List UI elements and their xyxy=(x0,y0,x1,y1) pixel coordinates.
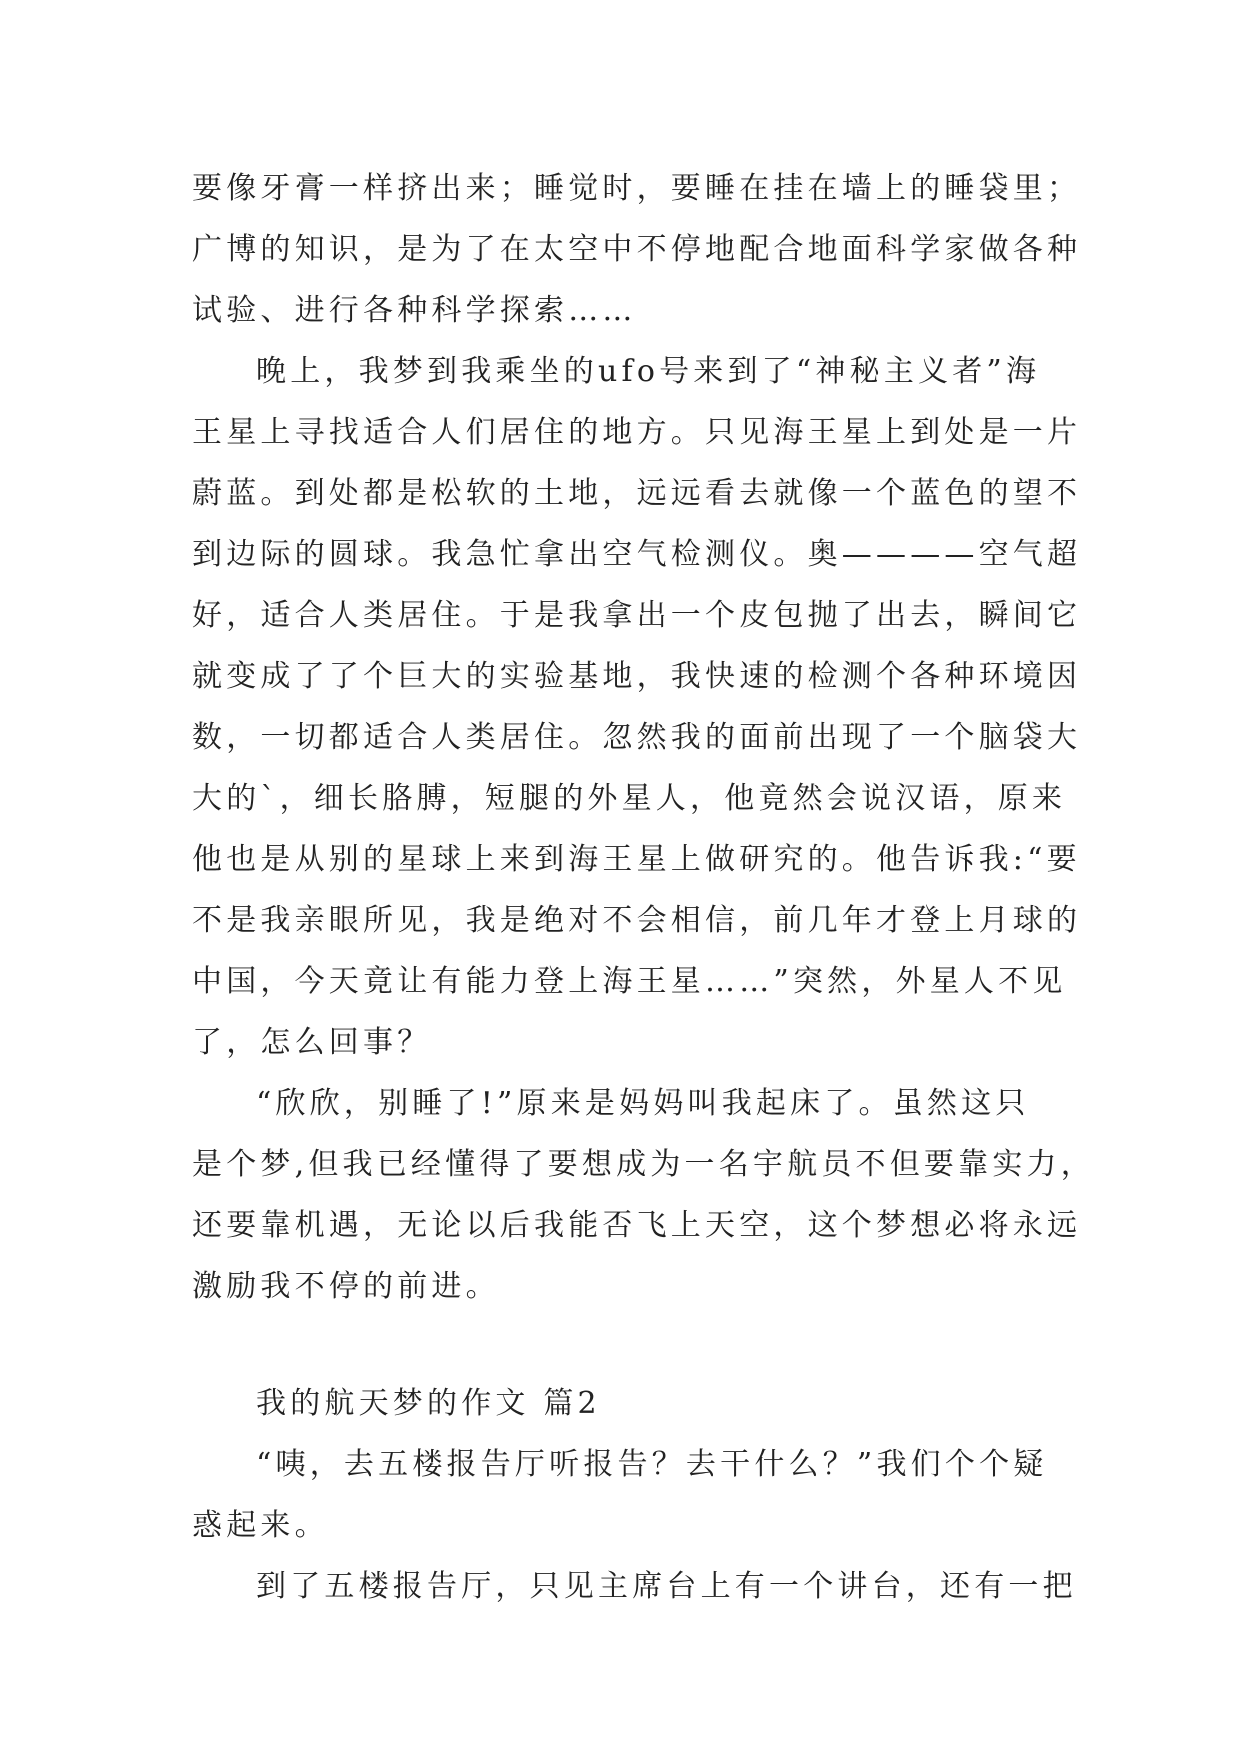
text-line: “欣欣，别睡了!”原来是妈妈叫我起床了。虽然这只 xyxy=(256,1086,1030,1121)
section-gap xyxy=(192,1317,1062,1373)
text-line: 蔚蓝。到处都是松软的土地，远远看去就像一个蓝色的望不 xyxy=(192,476,1082,511)
text-line: 到了五楼报告厅，只见主席台上有一个讲台，还有一把 xyxy=(256,1569,1077,1604)
text-line: 惑起来。 xyxy=(192,1508,329,1543)
section-heading: 我的航天梦的作文 篇2 xyxy=(256,1386,601,1421)
text-line: 是个梦,但我已经懂得了要想成为一名宇航员不但要靠实力， xyxy=(192,1147,1095,1182)
paragraph-question xyxy=(192,1434,1062,1556)
text-line: 广博的知识，是为了在太空中不停地配合地面科学家做各种 xyxy=(192,232,1082,267)
text-line: 晚上，我梦到我乘坐的ufo号来到了“神秘主义者”海 xyxy=(256,354,1041,389)
paragraph-wake-up xyxy=(192,1073,1095,1317)
document-body xyxy=(192,158,1095,1617)
text-line: 不是我亲眼所见，我是绝对不会相信，前几年才登上月球的 xyxy=(192,903,1082,938)
text-line: “咦，去五楼报告厅听报告？去干什么？”我们个个疑 xyxy=(256,1447,1048,1482)
text-line: 了，怎么回事？ xyxy=(192,1025,432,1060)
text-line: 大的`，细长胳膊，短腿的外星人，他竟然会说汉语，原来 xyxy=(192,781,1067,816)
paragraph-dream xyxy=(192,341,1082,1073)
text-line: 好，适合人类居住。于是我拿出一个皮包抛了出去，瞬间它 xyxy=(192,598,1082,633)
paragraph-continued xyxy=(192,158,1082,341)
paragraph-hall xyxy=(192,1556,1077,1617)
text-line: 中国，今天竟让有能力登上海王星……”突然，外星人不见 xyxy=(192,964,1067,999)
text-line: 激励我不停的前进。 xyxy=(192,1269,500,1304)
text-line: 试验、进行各种科学探索…… xyxy=(192,293,637,328)
text-line: 到边际的圆球。我急忙拿出空气检测仪。奥————空气超 xyxy=(192,537,1082,572)
text-line: 数，一切都适合人类居住。忽然我的面前出现了一个脑袋大 xyxy=(192,720,1082,755)
text-line: 还要靠机遇，无论以后我能否飞上天空，这个梦想必将永远 xyxy=(192,1208,1082,1243)
text-line: 要像牙膏一样挤出来；睡觉时，要睡在挂在墙上的睡袋里； xyxy=(192,171,1082,206)
text-line: 王星上寻找适合人们居住的地方。只见海王星上到处是一片 xyxy=(192,415,1082,450)
text-line: 就变成了了个巨大的实验基地，我快速的检测个各种环境因 xyxy=(192,659,1082,694)
text-line: 他也是从别的星球上来到海王星上做研究的。他告诉我:“要 xyxy=(192,842,1081,877)
